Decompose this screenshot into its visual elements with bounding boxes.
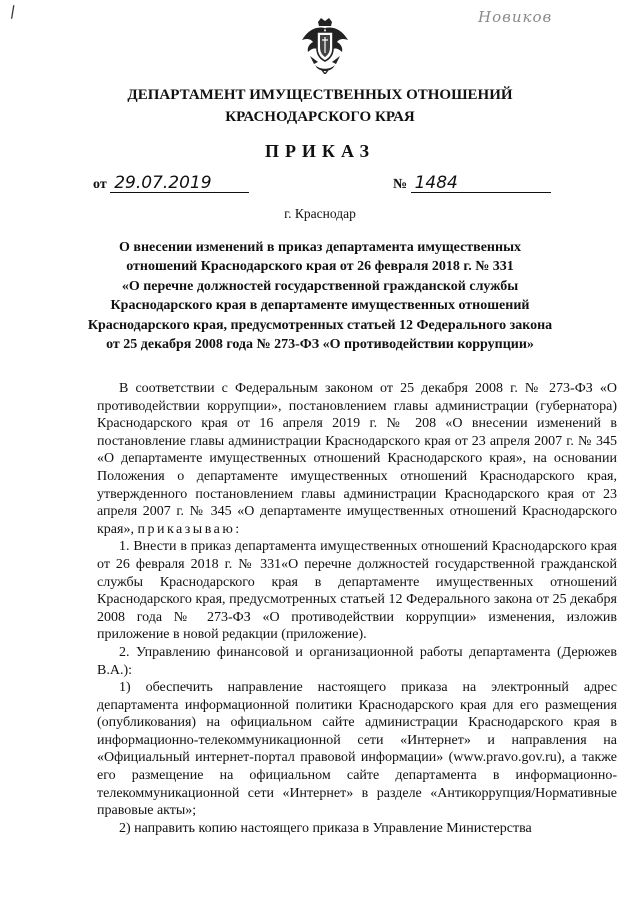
- preamble-text: В соответствии с Федеральным законом от 25 декабря 2008 г. № 273-ФЗ «О противодействии коррупции», постановлением главы администрации (губернатора) Краснодарского края от 16 апреля 2019 г. № 208 «О внесении изменений в постановление главы администрации Краснодарского края от 23 апреля 2007 г. № 345 «О департаменте имущественных отношений Краснодарского края», на основании Положения о департаменте имущественных отношений Краснодарского края, утвержденного постановлением главы администрации Краснодарского края от 23 апреля 2007 г. № 345 «О департаменте имущественных отношений Краснодарского края»,: [97, 381, 617, 537]
- corner-mark: /: [8, 1, 17, 22]
- order-subject: [60, 238, 580, 354]
- clause-1-paragraph: 1. Внести в приказ департамента имущественных отношений Краснодарского края от 26 февраля 2018 г. № 331«О перечне должностей государственной гражданской службы Краснодарского края в департаменте имущественных отношений Краснодарского края, предусмотренных статьей 12 Федерального закона от 25 декабря 2008 года № 273-ФЗ «О противодействии коррупции» изменения, изложив приложение в новой редакции (приложение).: [97, 539, 617, 643]
- number-value: 1484: [411, 174, 551, 193]
- subject-line: отношений Краснодарского края от 26 февраля 2018 г. № 331: [126, 259, 514, 275]
- subject-line: Краснодарского края, предусмотренных статьей 12 Федерального закона: [87, 317, 553, 333]
- clause-2-1-paragraph: 1) обеспечить направление настоящего приказа на электронный адрес департамента информационной политики Краснодарского края для его размещения (опубликования) на официальном сайте администрации Краснодарского края в информационно-телекоммуникационной сети «Интернет» и направления на «Официальный интернет-портал правовой информации» (www.pravo.gov.ru), а также его размещение на официальном сайте департамента в информационно-телекоммуникационной сети «Интернет» в разделе «Антикоррупция/Нормативные правовые акты»;: [97, 680, 617, 819]
- subject-line: от 25 декабря 2008 года № 273-ФЗ «О противодействии коррупции»: [106, 337, 534, 353]
- number-label: №: [393, 177, 408, 192]
- date-field: [93, 174, 249, 193]
- preamble-paragraph: [97, 380, 617, 538]
- handwritten-note: Новиков: [478, 8, 553, 26]
- date-label: от: [93, 177, 107, 192]
- city-line: г. Краснодар: [284, 206, 356, 221]
- subject-line: «О перечне должностей государственной гражданской службы: [121, 278, 519, 294]
- date-value: 29.07.2019: [110, 174, 249, 193]
- organization-name-line2: КРАСНОДАРСКОГО КРАЯ: [225, 109, 415, 125]
- order-word: приказываю:: [137, 521, 242, 537]
- subject-line: О внесении изменений в приказ департамента имущественных: [119, 240, 521, 255]
- number-field: [393, 174, 551, 193]
- document-type-title: ПРИКАЗ: [264, 141, 376, 161]
- subject-line: Краснодарского края в департаменте имущественных отношений: [110, 298, 530, 314]
- organization-name-line1: ДЕПАРТАМЕНТ ИМУЩЕСТВЕННЫХ ОТНОШЕНИЙ: [127, 87, 513, 103]
- order-body: [97, 380, 617, 837]
- coat-of-arms-emblem: [300, 18, 350, 74]
- clause-2-2-paragraph: 2) направить копию настоящего приказа в Управление Министерства: [119, 820, 532, 836]
- clause-2-paragraph: 2. Управлению финансовой и организационной работы департамента (Дерюжев В.А.):: [97, 644, 617, 678]
